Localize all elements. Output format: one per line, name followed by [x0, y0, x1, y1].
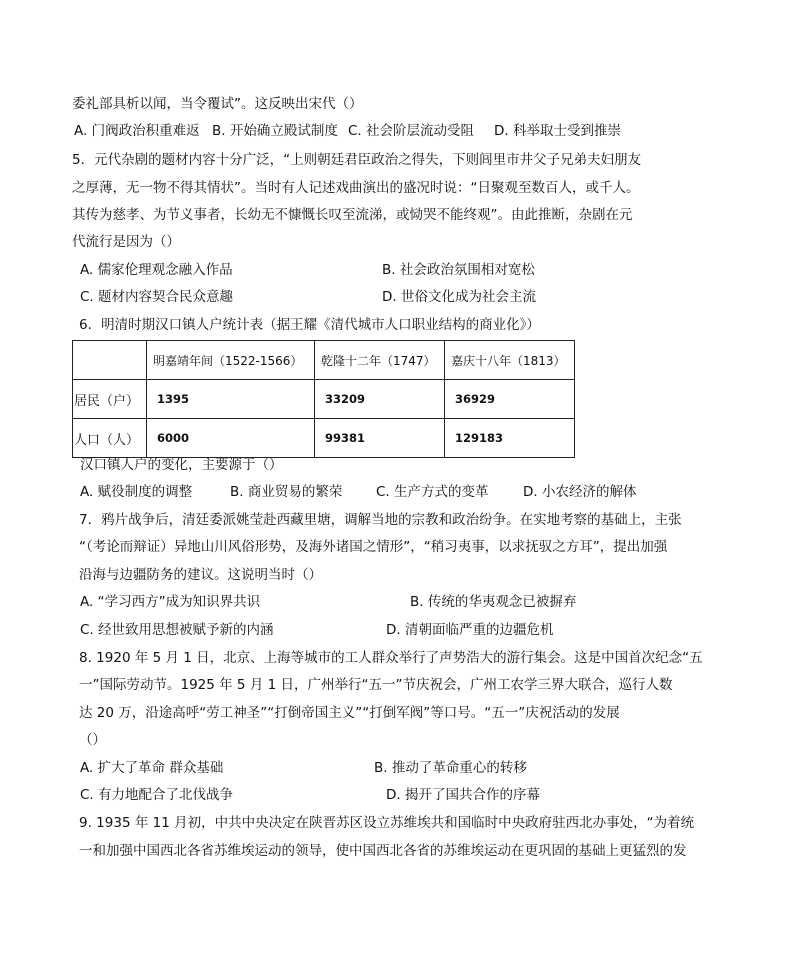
- q8-line-4: （）: [79, 732, 106, 748]
- q7-option-d: D. 清朝面临严重的边疆危机: [386, 622, 554, 638]
- q6-option-a: A. 赋役制度的调整: [80, 484, 193, 500]
- table-row: [73, 380, 575, 419]
- q7-option-a: A. “学习西方”成为知识界共识: [80, 594, 261, 610]
- q5-option-b: B. 社会政治氛围相对宽松: [382, 262, 535, 278]
- q8-option-b: B. 推动了革命重心的转移: [374, 760, 527, 776]
- table-row: [73, 419, 575, 458]
- table-cell: 33209: [315, 380, 445, 419]
- q7-option-c: C. 经世致用思想被赋予新的内涵: [80, 622, 274, 638]
- q4-option-b: B. 开始确立殿试制度: [212, 123, 338, 139]
- q5-options-row-1: [74, 261, 734, 279]
- q8-line-2: 一”国际劳动节。1925 年 5 月 1 日，广州举行“五一”节庆祝会，广州工农学三界大联合，巡行人数: [79, 677, 673, 693]
- q6-options: [74, 483, 734, 501]
- q7-line-3: 沿海与边疆防务的建议。这说明当时（）: [79, 567, 322, 583]
- q5-line-2: 之厚薄，无一物不得其情状”。当时有人记述戏曲演出的盛况时说：“日聚观至数百人，或千人。: [72, 180, 640, 196]
- q5-line-3: 其传为慈孝、为节义事者，长幼无不慷慨长叹至流涕，或恸哭不能终观”。由此推断，杂剧在元: [72, 207, 633, 223]
- q6-option-d: D. 小农经济的解体: [523, 484, 637, 500]
- q8-line-3: 达 20 万，沿途高呼“劳工神圣”“打倒帝国主义”“打倒军阀”等口号。“五一”庆祝活动的发展: [79, 705, 620, 721]
- q7-line-2: “（考论而辩证）异地山川风俗形势，及海外诸国之情形”，“稍习夷事，以求抚驭之方耳”，提出加强: [79, 539, 668, 555]
- q8-options-row-2: [74, 786, 734, 804]
- table-row-header: 人口（人）: [73, 419, 147, 458]
- q5-line-4: 代流行是因为（）: [72, 234, 180, 250]
- q5-option-d: D. 世俗文化成为社会主流: [382, 289, 536, 305]
- q7-options-row-2: [74, 621, 734, 639]
- q9-line-1: 9. 1935 年 11 月初，中共中央决定在陕晋苏区设立苏维埃共和国临时中央政府驻西北办事处，“为着统: [79, 815, 695, 831]
- table-header-cell: 嘉庆十八年（1813）: [445, 341, 575, 380]
- q5-option-a: A. 儒家伦理观念融入作品: [80, 262, 233, 278]
- q6-option-b: B. 商业贸易的繁荣: [230, 484, 343, 500]
- table-header-cell: [73, 341, 147, 380]
- q4-stem-end: 委礼部具析以闻，当令覆试”。这反映出宋代（）: [72, 96, 363, 112]
- q7-line-1: 7．鸦片战争后，清廷委派姚莹赴西藏里塘，调解当地的宗教和政治纷争。在实地考察的基础上，主张: [79, 512, 682, 528]
- table-cell: 99381: [315, 419, 445, 458]
- table-cell: 36929: [445, 380, 575, 419]
- q5-options-row-2: [74, 288, 734, 306]
- q4-options: [74, 122, 734, 140]
- q6-stem: 汉口镇人户的变化，主要源于（）: [80, 457, 283, 473]
- q5-option-c: C. 题材内容契合民众意趣: [80, 289, 234, 305]
- q8-option-a: A. 扩大了革命 群众基础: [80, 760, 224, 776]
- table-header-cell: 明嘉靖年间（1522-1566）: [147, 341, 315, 380]
- table-header-cell: 乾隆十二年（1747）: [315, 341, 445, 380]
- q8-option-c: C. 有力地配合了北伐战争: [80, 787, 234, 803]
- q8-line-1: 8. 1920 年 5 月 1 日，北京、上海等城市的工人群众举行了声势浩大的游行集会。这是中国首次纪念“五: [79, 650, 703, 666]
- q9-line-2: 一和加强中国西北各省苏维埃运动的领导，使中国西北各省的苏维埃运动在更巩固的基础上更猛烈的发: [79, 843, 687, 859]
- q8-options-row-1: [74, 759, 734, 777]
- q6-option-c: C. 生产方式的变革: [376, 484, 489, 500]
- q4-option-d: D. 科举取士受到推崇: [494, 123, 621, 139]
- table-row-header: 居民（户）: [73, 380, 147, 419]
- q8-option-d: D. 揭开了国共合作的序幕: [386, 787, 540, 803]
- table-cell: 6000: [147, 419, 315, 458]
- q6-title: 6．明清时期汉口镇人户统计表（据王耀《清代城市人口职业结构的商业化》）: [79, 317, 540, 333]
- q4-option-c: C. 社会阶层流动受阻: [348, 123, 475, 139]
- q7-option-b: B. 传统的华夷观念已被摒弃: [410, 594, 577, 610]
- q4-option-a: A. 门阀政治积重难返: [74, 123, 200, 139]
- q5-line-1: 5．元代杂剧的题材内容十分广泛，“上则朝廷君臣政治之得失，下则闾里市井父子兄弟夫妇朋友: [72, 152, 642, 168]
- table-cell: 1395: [147, 380, 315, 419]
- q7-options-row-1: [74, 593, 734, 611]
- table-cell: 129183: [445, 419, 575, 458]
- population-table: [72, 340, 575, 458]
- table-header-row: [73, 341, 575, 380]
